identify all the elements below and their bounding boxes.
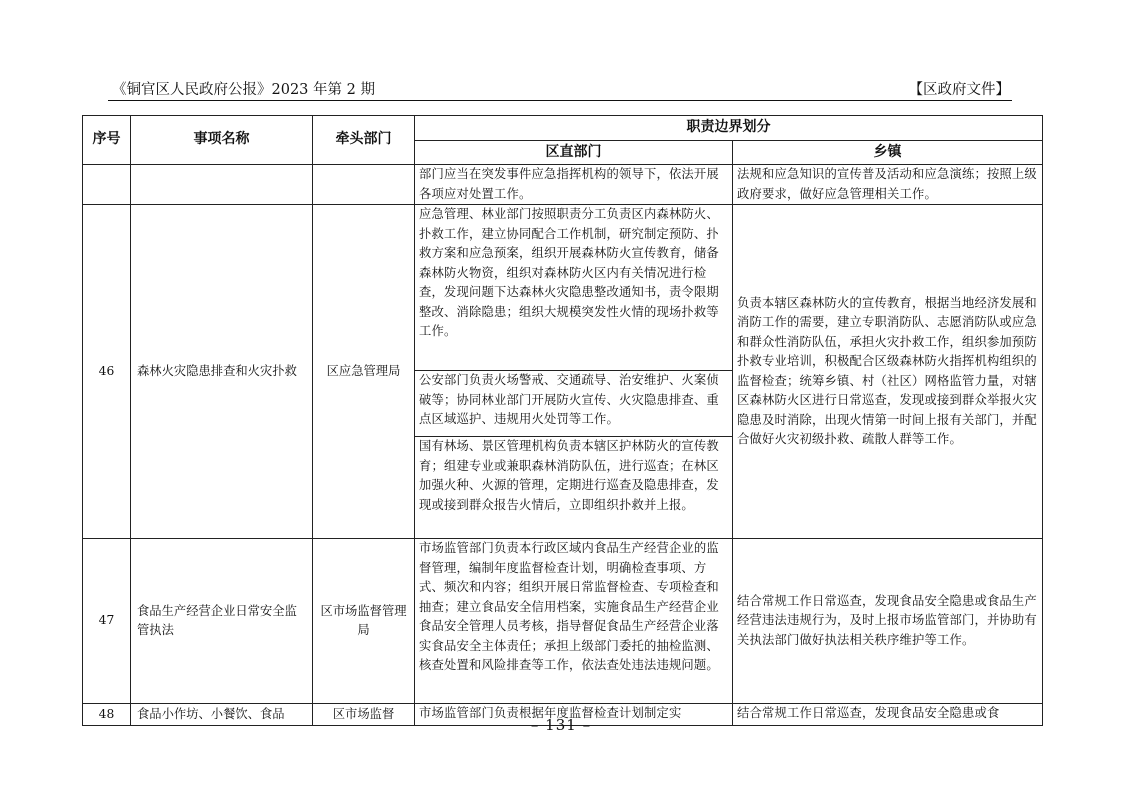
- col-header-name: 事项名称: [131, 116, 313, 165]
- page-number: – 131 –: [530, 716, 592, 734]
- cell-town: 负责本辖区森林防火的宣传教育，根据当地经济发展和消防工作的需要，建立专职消防队、志愿消防队或应急和群众性消防队伍，承担火灾扑救工作，组织参加预防扑救专业培训，积极配合区级森林防火指挥机构组织的监督检查；统筹乡镇、村（社区）网格监管力量，对辖区森林防火区进行日常巡查，发现或接到群众举报火灾隐患及时消除，出现火情第一时间上报有关部门，并配合做好火灾初级扑救、疏散人群等工作。: [733, 205, 1043, 539]
- cell-no: 47: [83, 539, 131, 704]
- cell-town: 结合常规工作日常巡查，发现食品安全隐患或食: [733, 704, 1043, 726]
- col-header-group: 职责边界划分: [415, 116, 1043, 141]
- cell-town: 结合常规工作日常巡查，发现食品安全隐患或食品生产经营违法违规行为，及时上报市场监管部门，并协助有关执法部门做好执法相关秩序维护等工作。: [733, 539, 1043, 704]
- cell-district: 部门应当在突发事件应急指挥机构的领导下，依法开展各项应对处置工作。: [415, 165, 733, 205]
- cell-lead: 区市场监督: [313, 704, 415, 726]
- header-row-1: [83, 116, 1043, 141]
- cell-no: 46: [83, 205, 131, 539]
- header-rule: [108, 100, 1012, 101]
- cell-district: 市场监管部门负责根据年度监督检查计划制定实: [415, 704, 733, 726]
- col-header-town: 乡镇: [733, 141, 1043, 165]
- cell-district: 市场监管部门负责本行政区域内食品生产经营企业的监督管理，编制年度监督检查计划，明确检查事项、方式、频次和内容；组织开展日常监督检查、专项检查和抽查；建立食品安全信用档案，实施食品生产经营企业食品安全管理人员考核，指导督促食品生产经营企业落实食品安全主体责任；承担上级部门委托的抽检监测、核查处置和风险排查等工作，依法查处违法违规问题。: [415, 539, 733, 704]
- table-row-46: [83, 205, 1043, 371]
- page-header: [108, 76, 1012, 100]
- cell-district-1: 应急管理、林业部门按照职责分工负责区内森林防火、扑救工作，建立协同配合工作机制，研究制定预防、扑救方案和应急预案，组织开展森林防火宣传教育，储备森林防火物资，组织对森林防火区内有关情况进行检查，发现问题下达森林火灾隐患整改通知书，责令限期整改、消除隐患；组织大规模突发性火情的现场扑救等工作。: [415, 205, 733, 371]
- cell-name: [131, 165, 313, 205]
- cell-name: 食品生产经营企业日常安全监管执法: [131, 539, 313, 704]
- col-header-no: 序号: [83, 116, 131, 165]
- cell-name: 森林火灾隐患排查和火灾扑救: [131, 205, 313, 539]
- cell-no: 48: [83, 704, 131, 726]
- cell-district-2: 公安部门负责火场警戒、交通疏导、治安维护、火案侦破等；协同林业部门开展防火宣传、火灾隐患排查、重点区域巡护、违规用火处罚等工作。: [415, 371, 733, 437]
- cell-lead: 区应急管理局: [313, 205, 415, 539]
- duty-boundary-table: [82, 115, 1043, 726]
- cell-name: 食品小作坊、小餐饮、食品: [131, 704, 313, 726]
- section-label: 【区政府文件】: [908, 82, 1010, 98]
- cell-district-3: 国有林场、景区管理机构负责本辖区护林防火的宣传教育；组建专业或兼职森林消防队伍，进行巡查；在林区加强火种、火源的管理，定期进行巡查及隐患排查，发现或接到群众报告火情后，立即组织扑救并上报。: [415, 437, 733, 539]
- cell-lead: 区市场监督管理局: [313, 539, 415, 704]
- cell-town: 法规和应急知识的宣传普及活动和应急演练；按照上级政府要求，做好应急管理相关工作。: [733, 165, 1043, 205]
- cell-no: [83, 165, 131, 205]
- table-row-continued: [83, 165, 1043, 205]
- cell-lead: [313, 165, 415, 205]
- col-header-district: 区直部门: [415, 141, 733, 165]
- bulletin-title: 《铜官区人民政府公报》2023 年第 2 期: [112, 82, 375, 98]
- col-header-lead: 牵头部门: [313, 116, 415, 165]
- table-row-47: [83, 539, 1043, 704]
